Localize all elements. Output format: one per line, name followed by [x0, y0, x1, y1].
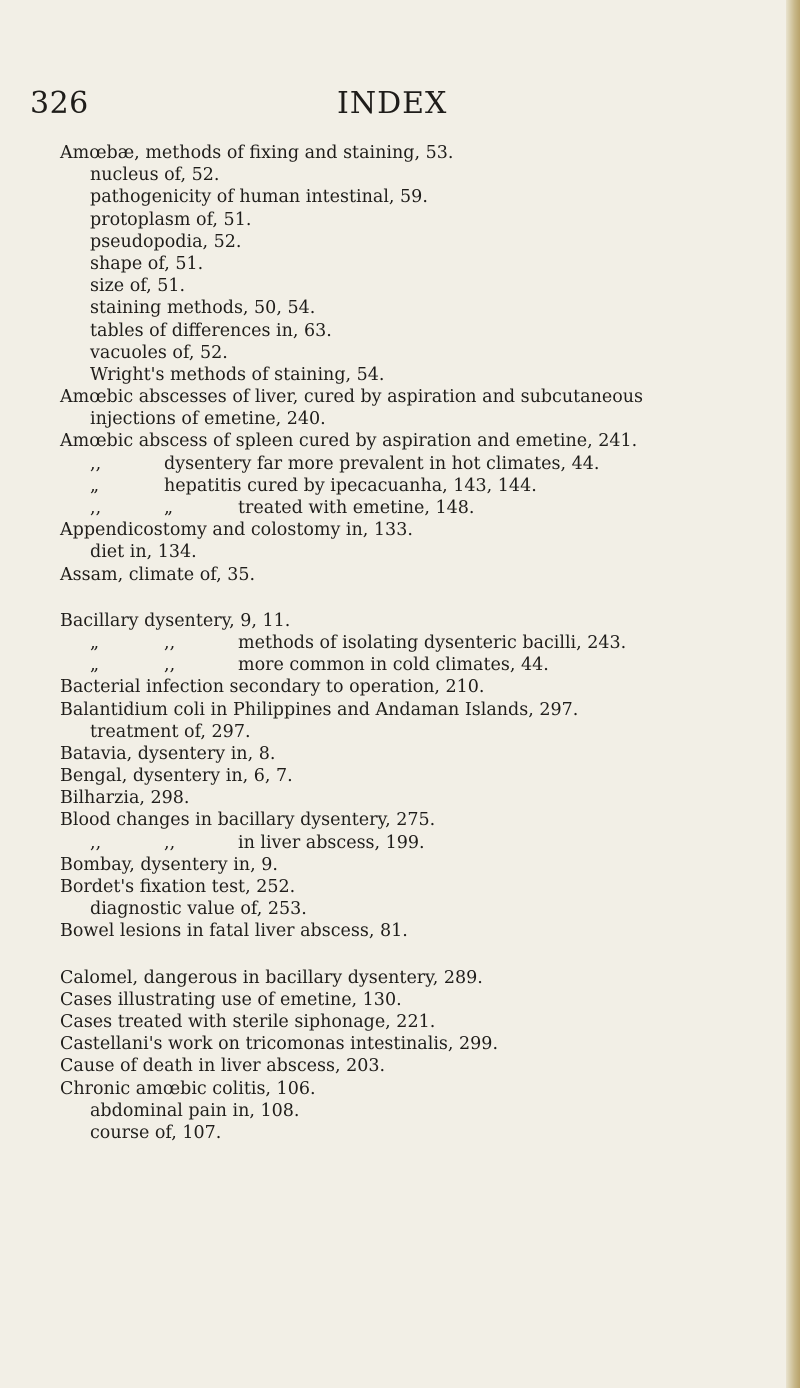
index-entry [60, 1033, 790, 1055]
page-number: 326 [30, 86, 89, 121]
index-subentry [60, 320, 790, 342]
entry-text: staining methods, 50, 54. [90, 298, 316, 319]
index-subentry [60, 832, 790, 854]
index-entry [60, 854, 790, 876]
entry-text: methods of isolating dysenteric bacilli, 243. [238, 632, 627, 653]
ditto-mark: ,, [164, 655, 176, 676]
entry-text: in liver abscess, 199. [238, 832, 425, 853]
entry-text: tables of differences in, 63. [90, 320, 332, 341]
index-subentry [60, 209, 790, 231]
entry-text: treated with emetine, 148. [238, 498, 475, 518]
ditto-mark: „ [90, 655, 100, 676]
entry-text: Bordet's fixation test, 252. [60, 877, 296, 897]
section-gap [60, 586, 790, 610]
entry-text: Batavia, dysentery in, 8. [60, 743, 276, 764]
entry-text: Amœbic abscesses of liver, cured by aspiration and subcutaneous [60, 387, 644, 408]
index-entry [60, 699, 790, 721]
entry-text: Bacterial infection secondary to operation, 210. [60, 677, 485, 698]
index-subentry [60, 654, 790, 676]
entry-text: Calomel, dangerous in bacillary dysentery, 289. [60, 967, 483, 988]
ditto-mark: ,, [164, 832, 176, 853]
entry-text: Bombay, dysentery in, 9. [60, 854, 278, 875]
index-subentry [60, 275, 790, 297]
entry-text: hepatitis cured by ipecacuanha, 143, 144. [164, 475, 537, 496]
index-entry [60, 765, 790, 787]
index-entry [60, 564, 790, 586]
index-entry [60, 989, 790, 1011]
index-subentry [60, 164, 790, 186]
index-subentry [60, 364, 790, 386]
entry-text: Appendicostomy and colostomy in, 133. [60, 520, 413, 541]
index-entry [60, 386, 790, 408]
entry-text: dysentery far more prevalent in hot climates, 44. [164, 453, 600, 474]
index-entry [60, 1055, 790, 1077]
index-subentry [60, 231, 790, 253]
index-subentry [60, 1122, 790, 1144]
page-header [0, 86, 800, 126]
index-subentry [60, 497, 790, 519]
entry-text: pathogenicity of human intestinal, 59. [90, 187, 428, 208]
entry-text: protoplasm of, 51. [90, 209, 252, 230]
entry-text: Bengal, dysentery in, 6, 7. [60, 766, 293, 787]
entry-text: Castellani's work on tricomonas intestinalis, 299. [60, 1034, 499, 1055]
entry-text: treatment of, 297. [90, 721, 251, 742]
ditto-mark: „ [90, 632, 100, 653]
index-entry [60, 876, 790, 898]
index-subentry [60, 453, 790, 475]
entry-text: diet in, 134. [90, 542, 197, 563]
entry-text: size of, 51. [90, 276, 186, 297]
index-subentry [60, 186, 790, 208]
entry-text: injections of emetine, 240. [90, 409, 326, 430]
entry-text: abdominal pain in, 108. [90, 1100, 300, 1121]
entry-text: Wright's methods of staining, 54. [90, 364, 385, 385]
entry-text: Cases illustrating use of emetine, 130. [60, 989, 402, 1010]
index-subentry [60, 408, 790, 430]
entry-text: course of, 107. [90, 1122, 222, 1143]
index-entry [60, 743, 790, 765]
index-entry [60, 430, 790, 452]
entry-text: Bacillary dysentery, 9, 11. [60, 610, 291, 631]
section-gap [60, 943, 790, 967]
entry-text: Amœbic abscess of spleen cured by aspiration and emetine, 241. [60, 431, 638, 452]
entry-text: more common in cold climates, 44. [238, 655, 549, 676]
index-entry [60, 676, 790, 698]
entry-text: Amœbæ, methods of fixing and staining, 53. [60, 143, 454, 163]
index-subentry [60, 253, 790, 275]
page-title: INDEX [337, 86, 448, 121]
index-subentry [60, 898, 790, 920]
entry-text: Cause of death in liver abscess, 203. [60, 1056, 386, 1077]
index-subentry [60, 297, 790, 319]
entry-text: Chronic amœbic colitis, 106. [60, 1078, 316, 1099]
entry-text: nucleus of, 52. [90, 165, 220, 186]
entry-text: Bilharzia, 298. [60, 788, 190, 809]
index-entry [60, 610, 790, 632]
index-entry [60, 787, 790, 809]
ditto-mark: „ [90, 475, 100, 496]
index-entry [60, 920, 790, 942]
entry-text: shape of, 51. [90, 253, 204, 274]
index-subentry [60, 541, 790, 563]
index-entry [60, 1078, 790, 1100]
index-entry [60, 1011, 790, 1033]
index-subentry [60, 342, 790, 364]
index-entry [60, 967, 790, 989]
entry-text: diagnostic value of, 253. [90, 899, 307, 920]
index-subentry [60, 475, 790, 497]
index-entry [60, 809, 790, 831]
entry-text: Balantidium coli in Philippines and Andaman Islands, 297. [60, 699, 579, 720]
ditto-mark: ,, [90, 832, 102, 853]
entry-text: Blood changes in bacillary dysentery, 275. [60, 810, 436, 831]
index-entry [60, 519, 790, 541]
index-entry [60, 142, 790, 164]
ditto-mark: ,, [90, 453, 102, 474]
ditto-mark: ,, [164, 632, 176, 653]
index-subentry [60, 1100, 790, 1122]
entry-text: pseudopodia, 52. [90, 231, 242, 252]
index-subentry [60, 721, 790, 743]
ditto-mark: „ [164, 498, 174, 518]
entry-text: Bowel lesions in fatal liver abscess, 81. [60, 921, 408, 942]
index-subentry [60, 632, 790, 654]
index-entries [60, 142, 790, 1144]
entry-text: Cases treated with sterile siphonage, 221. [60, 1011, 436, 1032]
entry-text: Assam, climate of, 35. [60, 564, 256, 585]
ditto-mark: ,, [90, 498, 102, 518]
entry-text: vacuoles of, 52. [90, 342, 228, 363]
